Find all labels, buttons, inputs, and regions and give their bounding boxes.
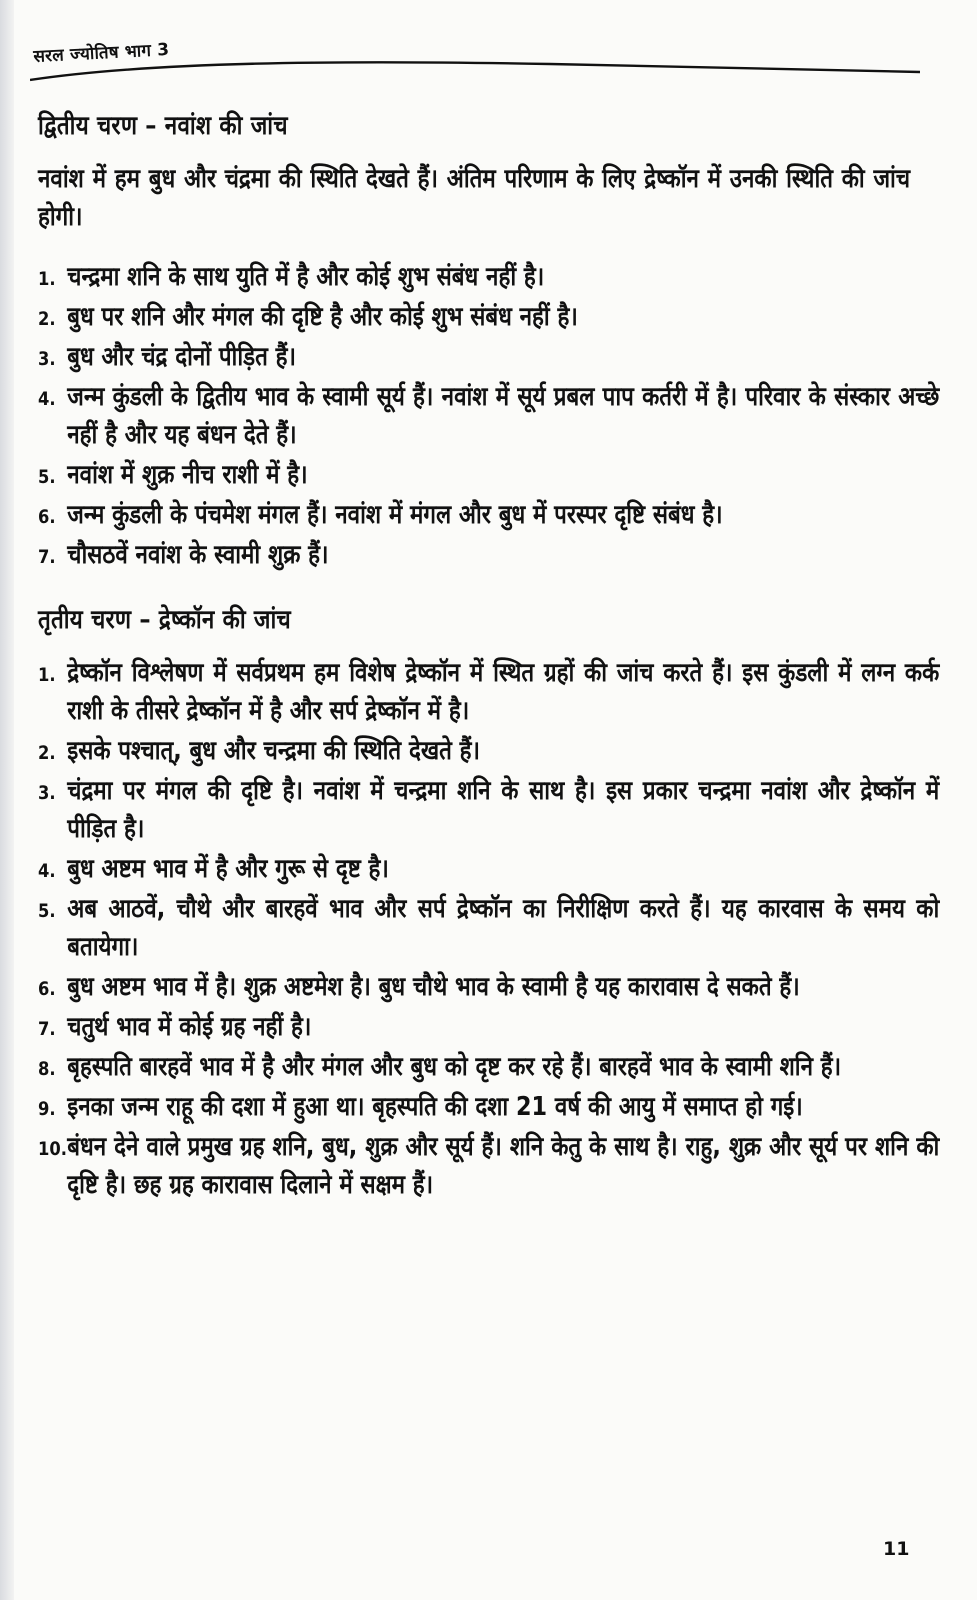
list-item <box>38 1048 939 1086</box>
section-title-navamsha: द्वितीय चरण – नवांश की जांच <box>38 111 288 141</box>
list-number: 3. <box>38 782 56 804</box>
list-number: 9. <box>38 1098 56 1120</box>
list-number: 4. <box>38 388 56 410</box>
list-text: इसके पश्चात्, बुध और चन्द्रमा की स्थिति देखते हैं। <box>67 736 480 766</box>
list-item <box>38 1088 939 1126</box>
running-header: सरल ज्योतिष भाग 3 <box>32 39 170 67</box>
navamsha-list <box>38 258 940 574</box>
list-item <box>38 258 939 296</box>
list-number: 6. <box>38 978 56 1000</box>
list-item <box>38 1128 939 1204</box>
list-text: बृहस्पति बारहवें भाव में है और मंगल और बुध को दृष्ट कर रहे हैं। बारहवें भाव के स्वामी शनि हैं। <box>67 1052 842 1082</box>
list-number: 3. <box>38 348 56 370</box>
list-number: 5. <box>38 466 56 488</box>
list-number: 7. <box>38 546 56 568</box>
list-text: द्रेष्कॉन विश्लेषण में सर्वप्रथम हम विशेष द्रेष्कॉन में स्थित ग्रहों की जांच करते हैं। इस कुंडली में लग्न कर्क राशी के तीसरे द्रेष्कॉन में है और सर्प द्रेष्कॉन में है। <box>67 658 940 726</box>
list-item <box>38 968 939 1006</box>
list-text: चौसठवें नवांश के स्वामी शुक्र हैं। <box>67 540 329 570</box>
list-text: बुध अष्टम भाव में है और गुरू से दृष्ट है। <box>67 854 389 884</box>
list-text: बुध पर शनि और मंगल की दृष्टि है और कोई शुभ संबंध नहीं है। <box>67 302 578 332</box>
list-text: इनका जन्म राहू की दशा में हुआ था। बृहस्पति की दशा 21 वर्ष की आयु में समाप्त हो गई। <box>67 1092 803 1122</box>
page-edge-shadow <box>0 0 14 1600</box>
list-text: चंद्रमा पर मंगल की दृष्टि है। नवांश में चन्द्रमा शनि के साथ है। इस प्रकार चन्द्रमा नवांश और द्रेष्कॉन में पीड़ित है। <box>67 776 940 844</box>
list-item <box>38 850 939 888</box>
list-text: बुध और चंद्र दोनों पीड़ित हैं। <box>67 342 296 372</box>
list-number: 1. <box>38 268 56 290</box>
list-item <box>38 496 939 534</box>
list-item <box>38 654 939 730</box>
list-text: जन्म कुंडली के पंचमेश मंगल हैं। नवांश में मंगल और बुध में परस्पर दृष्टि संबंध है। <box>67 500 723 530</box>
list-number: 10. <box>38 1138 67 1160</box>
list-item <box>38 456 939 494</box>
list-item <box>38 338 939 376</box>
list-item <box>38 1008 939 1046</box>
section-intro: नवांश में हम बुध और चंद्रमा की स्थिति देखते हैं। अंतिम परिणाम के लिए द्रेष्कॉन में उनकी स्थिति की जांच होगी। <box>38 164 911 232</box>
list-number: 7. <box>38 1018 56 1040</box>
list-text: बंधन देने वाले प्रमुख ग्रह शनि, बुध, शुक्र और सूर्य हैं। शनि केतु के साथ है। राहु, शुक्र और सूर्य पर शनि की दृष्टि है। छह ग्रह कारावास दिलाने में सक्षम हैं। <box>67 1132 940 1200</box>
list-item <box>38 536 939 574</box>
list-number: 1. <box>38 664 56 686</box>
list-number: 8. <box>38 1058 56 1080</box>
header-rule <box>30 52 920 82</box>
list-item <box>38 378 939 454</box>
list-number: 2. <box>38 308 56 330</box>
list-item <box>38 890 939 966</box>
list-text: जन्म कुंडली के द्वितीय भाव के स्वामी सूर्य हैं। नवांश में सूर्य प्रबल पाप कर्तरी में है। परिवार के संस्कार अच्छे नहीं है और यह बंधन देते हैं। <box>67 382 940 450</box>
list-text: बुध अष्टम भाव में है। शुक्र अष्टमेश है। बुध चौथे भाव के स्वामी है यह कारावास दे सकते हैं। <box>67 972 800 1002</box>
list-text: चतुर्थ भाव में कोई ग्रह नहीं है। <box>67 1012 312 1042</box>
list-text: चन्द्रमा शनि के साथ युति में है और कोई शुभ संबंध नहीं है। <box>67 262 545 292</box>
list-number: 5. <box>38 900 56 922</box>
list-item <box>38 732 939 770</box>
dreshkana-list <box>38 654 940 1204</box>
page-number: 11 <box>883 1538 910 1560</box>
list-text: अब आठवें, चौथे और बारहवें भाव और सर्प द्रेष्कॉन का निरीक्षिण करते हैं। यह कारवास के समय को बतायेगा। <box>67 894 940 962</box>
list-item <box>38 772 939 848</box>
list-item <box>38 298 939 336</box>
list-number: 4. <box>38 860 56 882</box>
list-number: 2. <box>38 742 56 764</box>
list-text: नवांश में शुक्र नीच राशी में है। <box>67 460 308 490</box>
page-content <box>38 106 940 1230</box>
list-number: 6. <box>38 506 56 528</box>
section-title-dreshkana: तृतीय चरण – द्रेष्कॉन की जांच <box>38 605 292 635</box>
